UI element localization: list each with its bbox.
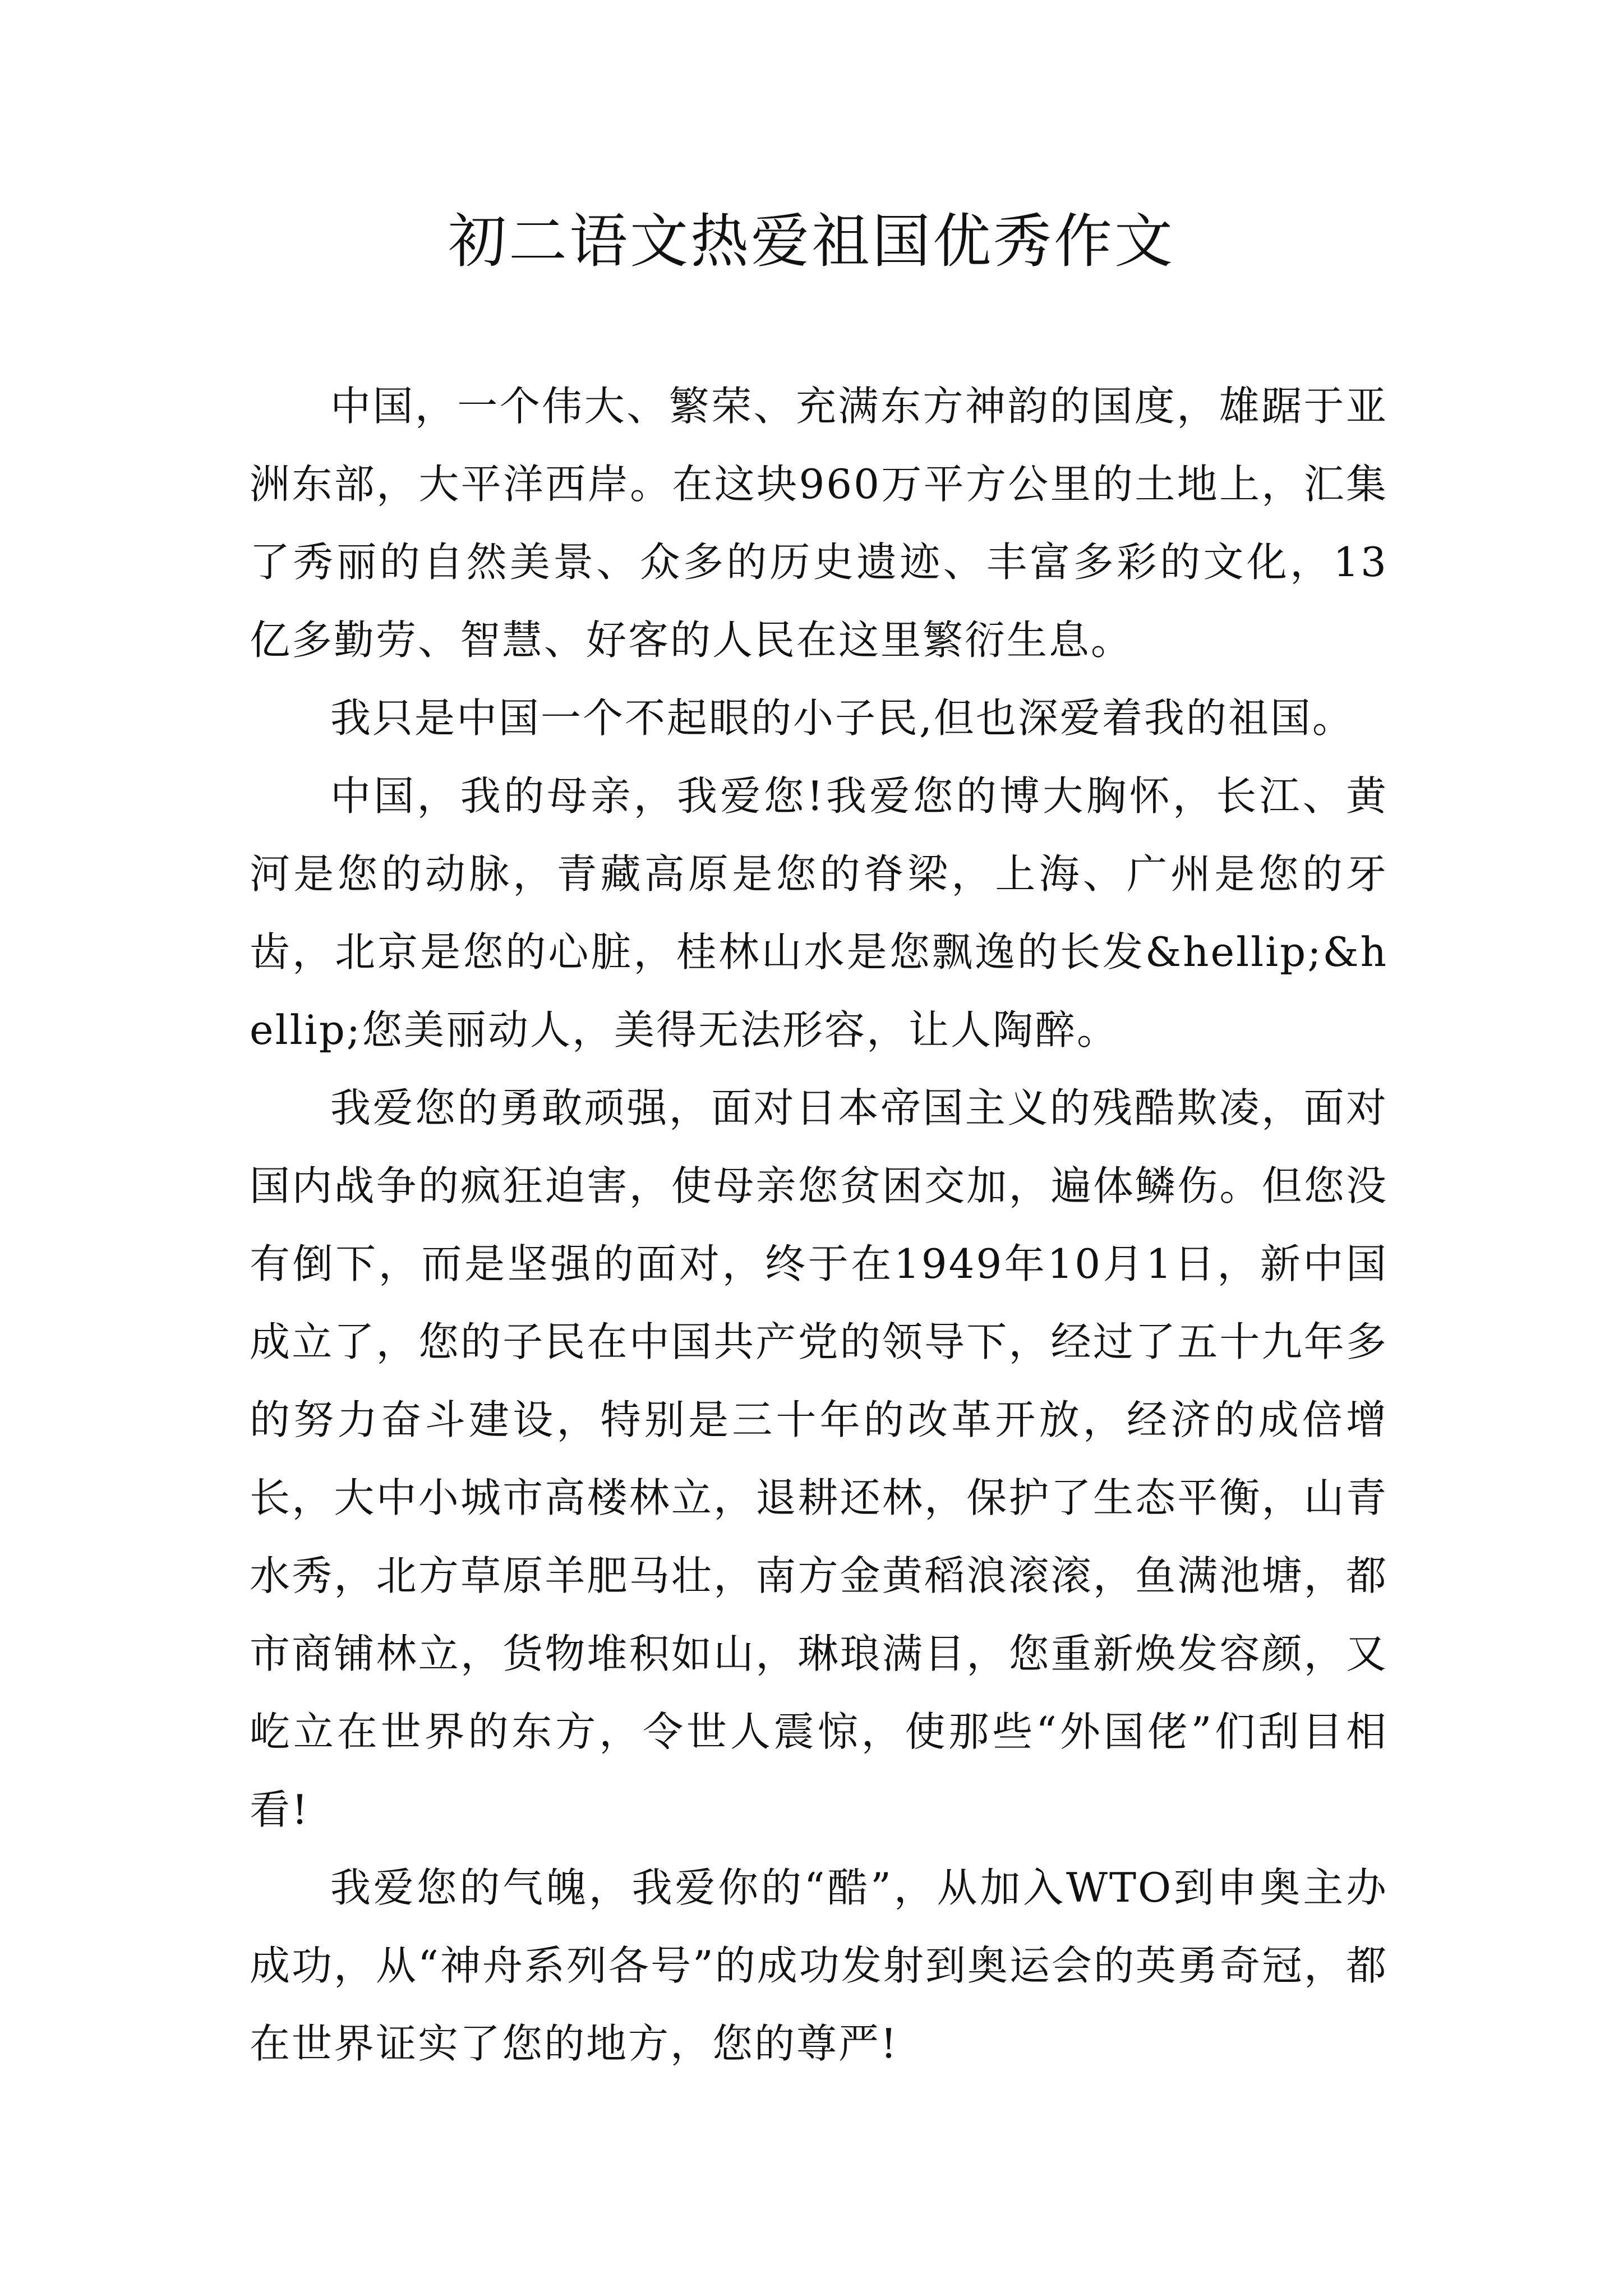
document-body <box>250 367 1388 2083</box>
paragraph-2: 我只是中国一个不起眼的小子民,但也深爱着我的祖国。 <box>330 694 1354 742</box>
paragraph-4: 我爱您的勇敢顽强，面对日本帝国主义的残酷欺凌，面对国内战争的疯狂迫害，使母亲您贫困交加，遍体鳞伤。但您没有倒下，而是坚强的面对，终于在1949年10月1日，新中国成立了，您的子民在中国共产党的领导下，经过了五十九年多的努力奋斗建设，特别是三十年的改革开放，经济的成倍增长，大中小城市高楼林立，退耕还林，保护了生态平衡，山青水秀，北方草原羊肥马壮，南方金黄稻浪滚滚，鱼满池塘，都市商铺林立，货物堆积如山，琳琅满目，您重新焕发容颜，又屹立在世界的东方，令世人震惊，使那些“外国佬”们刮目相看! <box>250 1084 1388 1833</box>
paragraph-3: 中国，我的母亲，我爱您!我爱您的博大胸怀，长江、黄河是您的动脉，青藏高原是您的脊梁，上海、广州是您的牙齿，北京是您的心脏，桂林山水是您飘逸的长发&hellip;&hellip;您美丽动人，美得无法形容，让人陶醉。 <box>250 772 1388 1053</box>
paragraph-1: 中国，一个伟大、繁荣、充满东方神韵的国度，雄踞于亚洲东部，大平洋西岸。在这块960万平方公里的土地上，汇集了秀丽的自然美景、众多的历史遗迹、丰富多彩的文化，13亿多勤劳、智慧、好客的人民在这里繁衍生息。 <box>250 383 1388 664</box>
document-title: 初二语文热爱祖国优秀作文 <box>448 207 1175 275</box>
paragraph-5: 我爱您的气魄，我爱你的“酷”，从加入WTO到申奥主办成功，从“神舟系列各号”的成功发射到奥运会的英勇奇冠，都在世界证实了您的地方，您的尊严! <box>250 1864 1388 2067</box>
